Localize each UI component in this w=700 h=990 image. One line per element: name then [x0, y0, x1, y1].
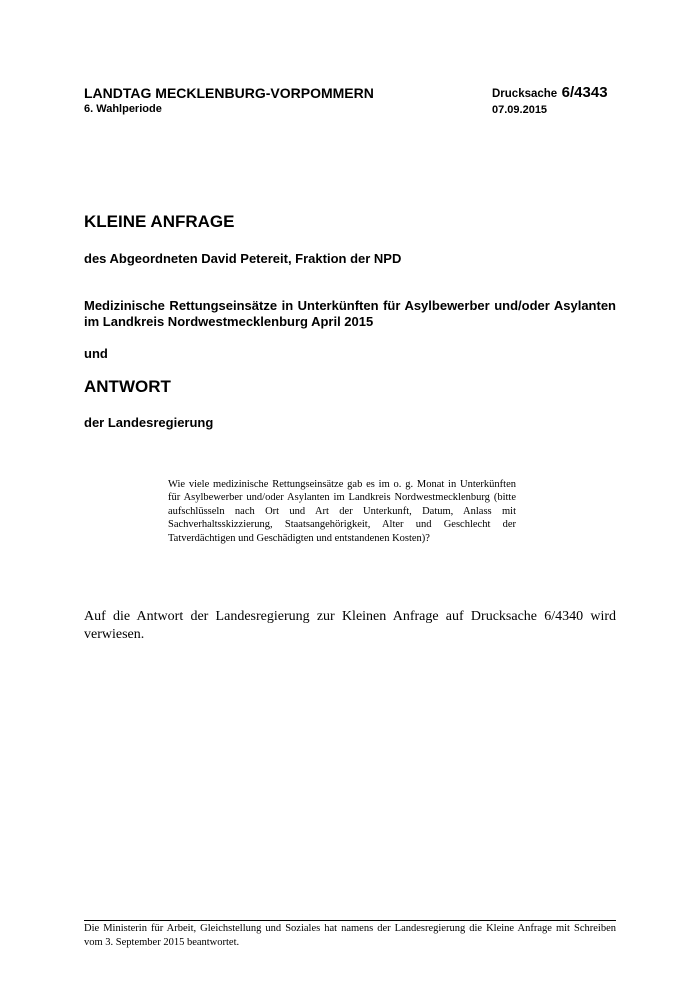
question-text: Wie viele medizinische Rettungseinsätze gab es im o. g. Monat in Unterkünften für Asylbewerber und/oder Asylanten im Landkreis Nordwestmecklenburg (bitte aufschlüsseln nach Ort und Art der Unterkunft, Datum, Anlass mit Sachverhaltsskizzierung, Staatsangehörigkeit, Alter und Geschlecht der Tatverdächtigen und Geschädigten und entstandenen Kosten)? [168, 479, 516, 544]
footer-divider [84, 920, 616, 921]
document-number: 6/4343 [561, 84, 608, 101]
header-left [84, 84, 374, 116]
answer-text: Auf die Antwort der Landesregierung zur Kleinen Anfrage auf Drucksache 6/4340 wird verwiesen. [84, 609, 616, 642]
document-reference [492, 84, 608, 103]
election-period: 6. Wahlperiode [84, 103, 162, 115]
header-right [492, 84, 608, 117]
footer-note: Die Ministerin für Arbeit, Gleichstellung und Soziales hat namens der Landesregierung die Kleine Anfrage mit Schreiben vom 3. September 2015 beantwortet. [84, 923, 616, 948]
subject-heading: Medizinische Rettungseinsätze in Unterkünften für Asylbewerber und/oder Asylanten im Landkreis Nordwestmecklenburg April 2015 [84, 298, 616, 329]
answer-title: ANTWORT [84, 377, 171, 396]
document-date: 07.09.2015 [492, 104, 548, 116]
author-line: des Abgeordneten David Petereit, Fraktion der NPD [84, 251, 402, 266]
answer-author: der Landesregierung [84, 415, 214, 430]
connector-text: und [84, 346, 108, 361]
document-reference-label: Drucksache [492, 88, 558, 100]
document-title: KLEINE ANFRAGE [84, 212, 235, 231]
parliament-name: LANDTAG MECKLENBURG-VORPOMMERN [84, 85, 374, 101]
